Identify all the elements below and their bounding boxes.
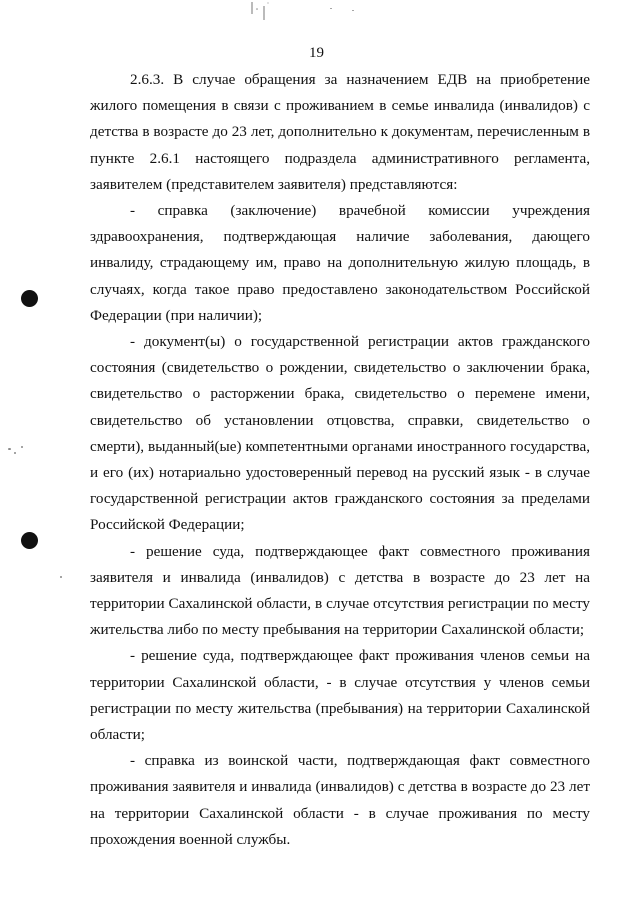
scan-artifact <box>244 0 274 22</box>
scan-speck <box>8 448 11 450</box>
list-item-medical-certificate: - справка (заключение) врачебной комиссии учреждения здравоохранения, подтверждающая наличие заболевания, дающего инвалиду, страдающему им, право на дополнительную жилую площадь, в случаях, когда такое право предоставлено законодательством Российской Федерации (при наличии); <box>90 202 590 324</box>
list-item-civil-registration-documents: - документ(ы) о государственной регистрации актов гражданского состояния (свидетельство о рождении, свидетельство о заключении брака, свидетельство о расторжении брака, свидетельство о перемене имени, свидетельство об установлении отцовства, справки, свидетельство о смерти), выданный(ые) компетентными органами иностранного государства, и его (их) нотариально удостоверенный перевод на русский язык - в случае государственной регистрации актов гражданского состояния за пределами Российской Федерации; <box>90 333 590 534</box>
scan-speck <box>21 446 23 448</box>
punch-hole <box>21 532 38 549</box>
paragraph-2-6-3: 2.6.3. В случае обращения за назначением ЕДВ на приобретение жилого помещения в связи с проживанием в семье инвалида (инвалидов) с детства в возрасте до 23 лет, дополнительно к документам, перечисленным в пункте 2.6.1 настоящего подраздела административного регламента, заявителем (представителем заявителя) представляются: <box>90 71 590 193</box>
list-item-military-unit-certificate: - справка из воинской части, подтверждающая факт совместного проживания заявителя и инвалида (инвалидов) с детства в возрасте до 23 лет на территории Сахалинской области - в случае проживания по месту прохождения военной службы. <box>90 752 590 848</box>
document-body <box>90 67 590 853</box>
scan-speck <box>60 576 62 578</box>
scan-speck <box>330 8 332 9</box>
list-item-court-decision-cohabitation: - решение суда, подтверждающее факт совместного проживания заявителя и инвалида (инвалидов) с детства в возрасте до 23 лет на территории Сахалинской области, в случае отсутствия регистрации по месту жительства либо по месту пребывания на территории Сахалинской области; <box>90 542 590 639</box>
list-item-court-decision-family-residence: - решение суда, подтверждающее факт проживания членов семьи на территории Сахалинской области, - в случае отсутствия у членов семьи регистрации по месту жительства (пребывания) на территории Сахалинской области; <box>90 647 590 744</box>
scan-speck <box>14 452 16 454</box>
punch-hole <box>21 290 38 307</box>
page-number: 19 <box>309 45 324 61</box>
scan-speck <box>352 10 354 11</box>
